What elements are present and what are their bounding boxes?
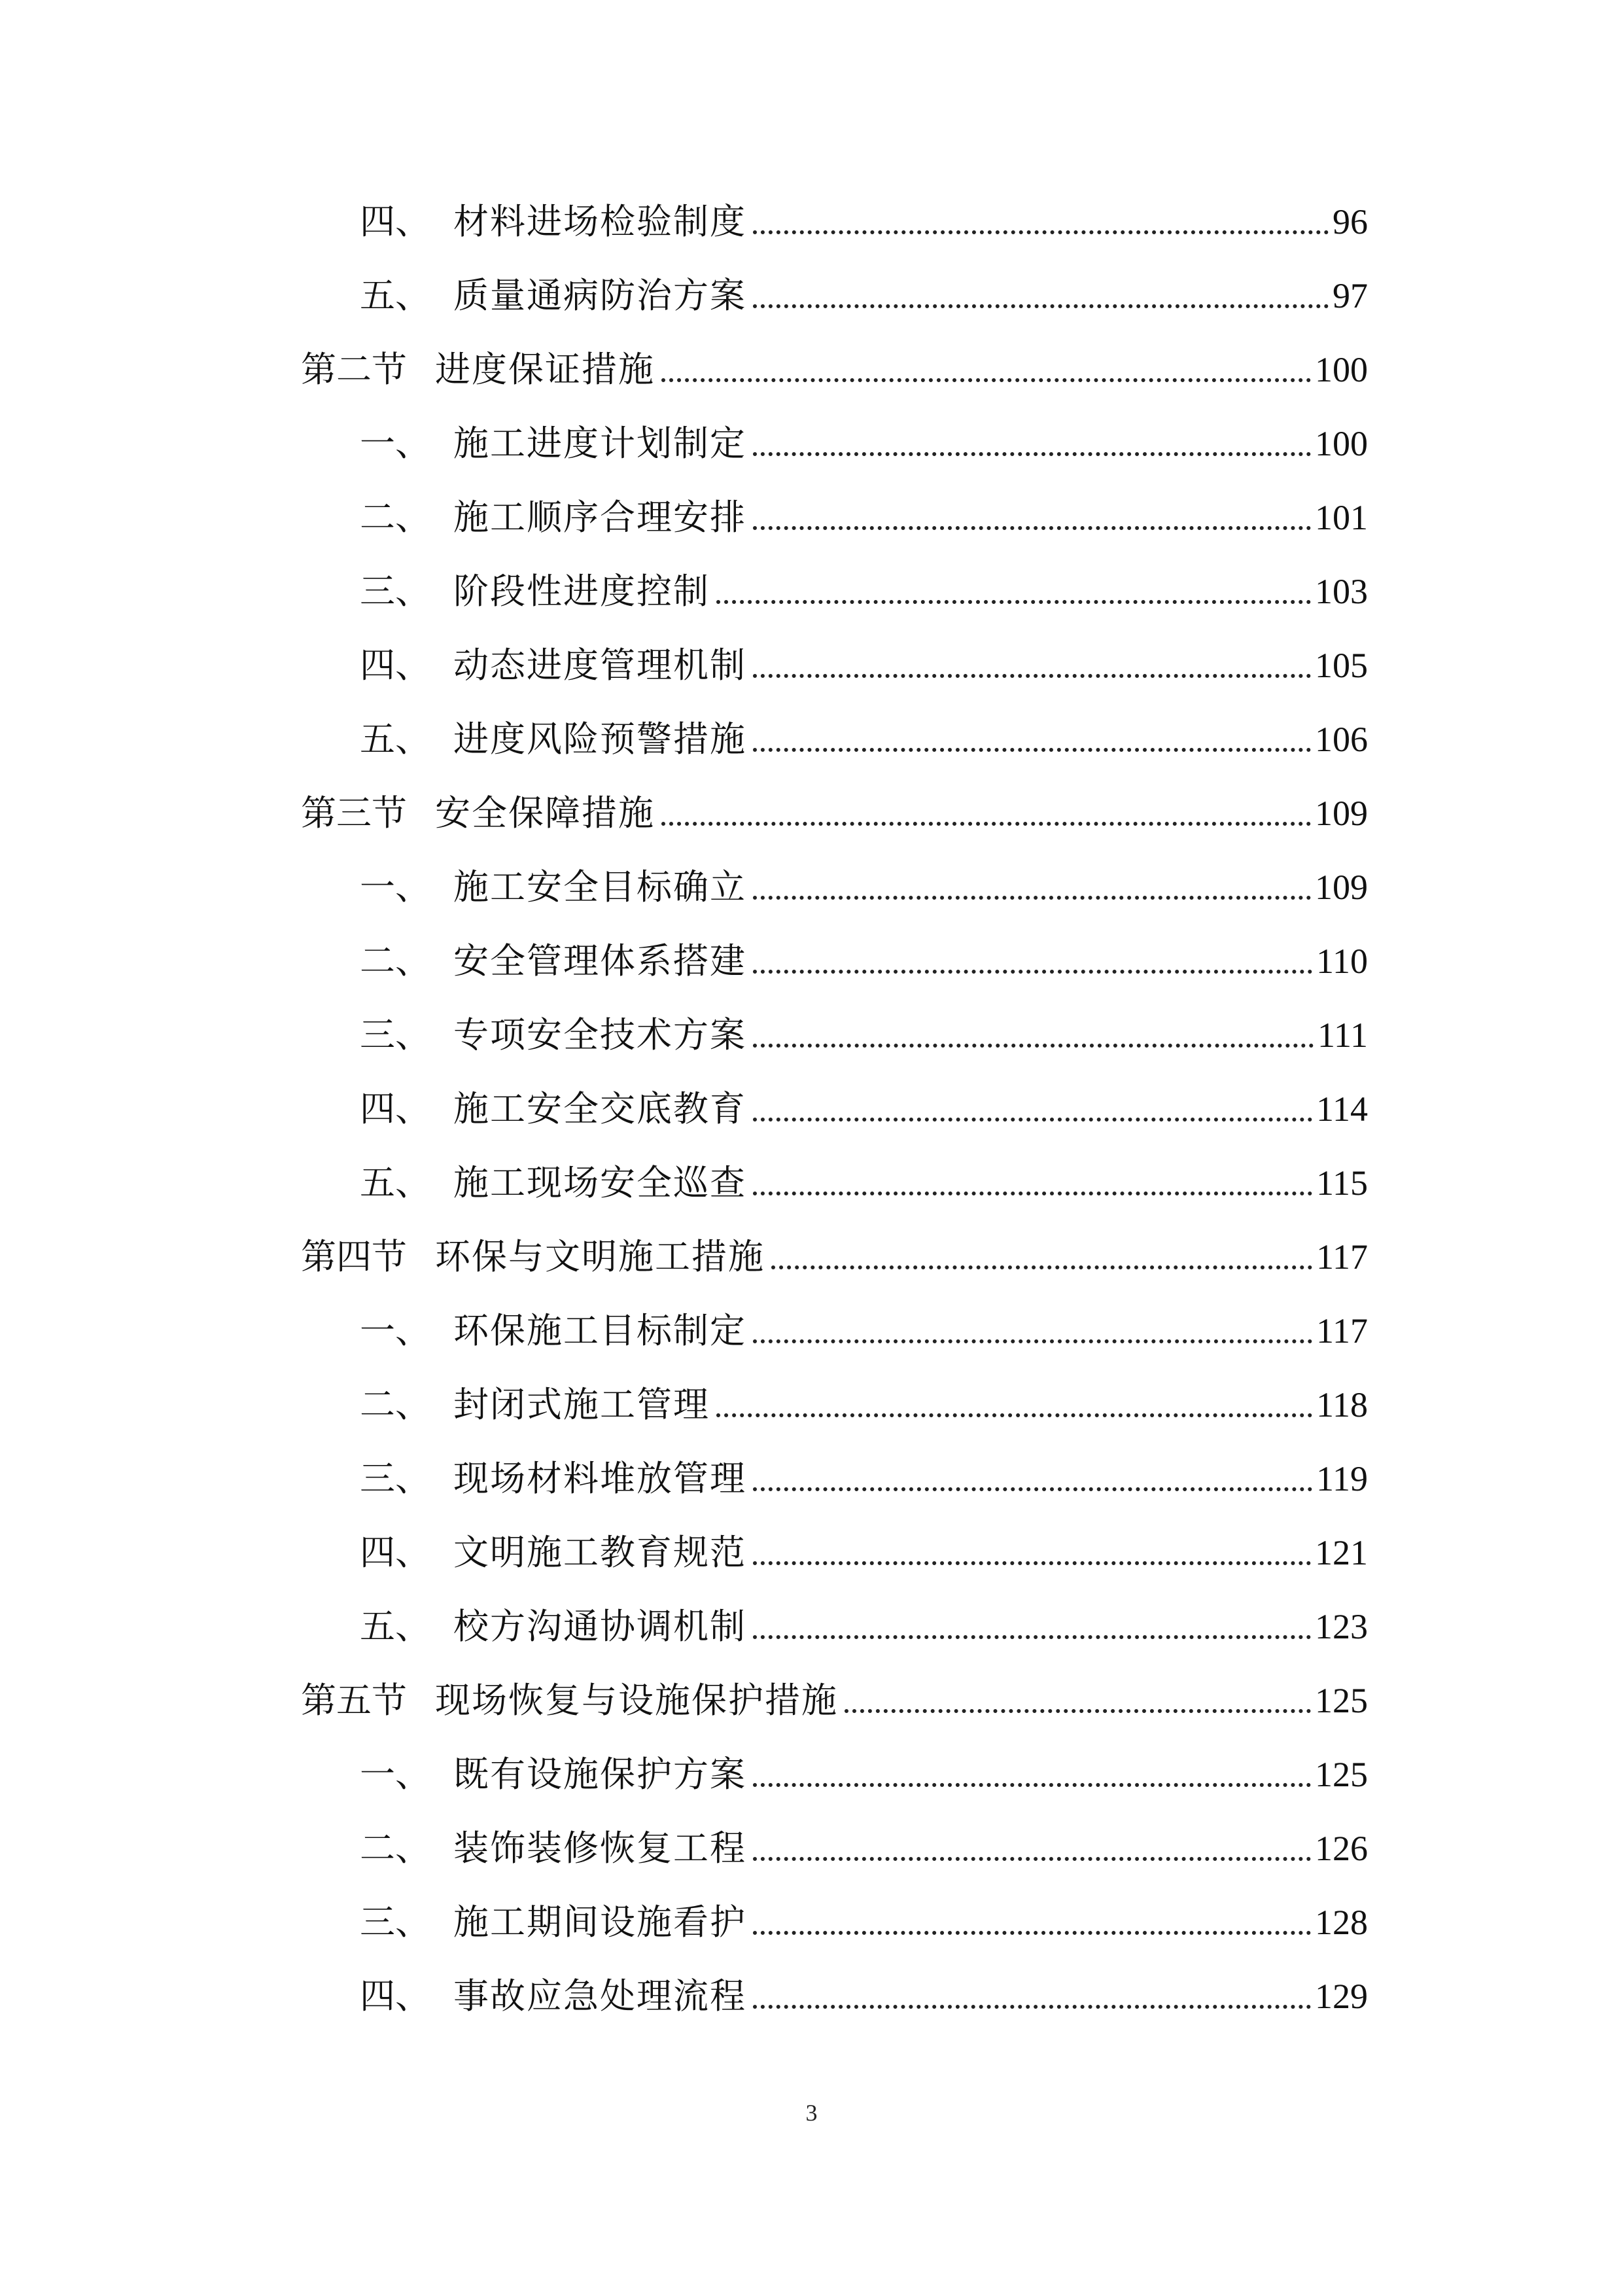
- toc-entry[interactable]: [360, 1884, 1368, 1943]
- toc-entry[interactable]: [360, 1070, 1368, 1129]
- toc-entry-page: 105: [1315, 646, 1368, 685]
- toc-section-entry[interactable]: [301, 331, 1368, 390]
- toc-entry-title: 环保与文明施工措施: [435, 1236, 765, 1277]
- toc-entry-number: 二、: [360, 1384, 430, 1425]
- toc-dot-leader: [753, 1635, 1311, 1639]
- toc-entry-number: 第五节: [301, 1680, 407, 1721]
- toc-entry-number: 五、: [360, 718, 430, 760]
- toc-entry[interactable]: [360, 1514, 1368, 1573]
- toc-entry[interactable]: [360, 257, 1368, 316]
- toc-entry-title: 施工安全目标确立: [453, 866, 746, 908]
- toc-entry-number: 四、: [360, 201, 430, 242]
- toc-entry-title: 现场恢复与设施保护措施: [435, 1680, 838, 1721]
- toc-entry-page: 119: [1316, 1459, 1368, 1498]
- toc-dot-leader: [753, 304, 1329, 308]
- toc-entry-number: 三、: [360, 1014, 430, 1055]
- toc-entry[interactable]: [360, 1810, 1368, 1869]
- toc-entry-title: 文明施工教育规范: [453, 1532, 746, 1573]
- toc-dot-leader: [753, 1783, 1311, 1787]
- toc-entry-title: 进度风险预警措施: [453, 718, 746, 760]
- toc-entry-page: 117: [1316, 1311, 1368, 1351]
- toc-entry-page: 109: [1315, 794, 1368, 833]
- toc-dot-leader: [753, 1118, 1312, 1122]
- toc-entry[interactable]: [360, 701, 1368, 760]
- toc-dot-leader: [753, 748, 1311, 752]
- toc-entry-number: 二、: [360, 940, 430, 981]
- toc-entry-number: 五、: [360, 1606, 430, 1647]
- toc-dot-leader: [753, 452, 1311, 456]
- toc-dot-leader: [716, 1413, 1312, 1417]
- toc-entry-number: 三、: [360, 571, 430, 612]
- toc-entry-title: 材料进场检验制度: [453, 201, 746, 242]
- toc-entry[interactable]: [360, 923, 1368, 981]
- toc-entry-title: 进度保证措施: [435, 349, 655, 390]
- toc-entry[interactable]: [360, 1440, 1368, 1499]
- toc-entry-page: 106: [1315, 720, 1368, 759]
- toc-entry[interactable]: [360, 997, 1368, 1055]
- toc-entry-number: 四、: [360, 1532, 430, 1573]
- toc-dot-leader: [753, 230, 1329, 234]
- toc-entry[interactable]: [360, 1144, 1368, 1203]
- toc-entry-title: 现场材料堆放管理: [453, 1458, 746, 1499]
- toc-entry-page: 110: [1316, 942, 1368, 981]
- page-number: 3: [805, 2100, 818, 2126]
- toc-dot-leader: [753, 896, 1311, 900]
- toc-entry-number: 三、: [360, 1901, 430, 1943]
- toc-entry-title: 封闭式施工管理: [453, 1384, 710, 1425]
- toc-entry-page: 97: [1333, 276, 1368, 315]
- toc-dot-leader: [716, 600, 1311, 604]
- toc-entry-title: 专项安全技术方案: [453, 1014, 746, 1055]
- toc-entry-title: 环保施工目标制定: [453, 1310, 746, 1351]
- toc-entry-page: 117: [1316, 1237, 1368, 1277]
- toc-dot-leader: [753, 1339, 1312, 1343]
- toc-dot-leader: [661, 822, 1311, 826]
- toc-entry-page: 115: [1316, 1163, 1368, 1203]
- toc-entry-title: 质量通病防治方案: [453, 275, 746, 316]
- toc-entry[interactable]: [360, 1736, 1368, 1795]
- toc-entry-number: 五、: [360, 1162, 430, 1203]
- toc-entry-page: 118: [1316, 1385, 1368, 1424]
- toc-entry-number: 第四节: [301, 1236, 407, 1277]
- toc-entry-title: 施工现场安全巡查: [453, 1162, 746, 1203]
- toc-dot-leader: [753, 1857, 1311, 1861]
- toc-entry-number: 二、: [360, 1828, 430, 1869]
- toc-entry-page: 103: [1315, 572, 1368, 611]
- toc-entry-number: 二、: [360, 497, 430, 538]
- toc-entry-title: 施工期间设施看护: [453, 1901, 746, 1943]
- toc-entry-title: 施工安全交底教育: [453, 1088, 746, 1129]
- toc-entry[interactable]: [360, 627, 1368, 686]
- toc-dot-leader: [753, 1044, 1314, 1048]
- toc-entry-title: 事故应急处理流程: [453, 1975, 746, 2017]
- toc-entry-page: 100: [1315, 424, 1368, 463]
- toc-dot-leader: [753, 1931, 1311, 1935]
- toc-entry-page: 100: [1315, 350, 1368, 389]
- toc-entry-number: 一、: [360, 1310, 430, 1351]
- toc-entry-page: 125: [1315, 1755, 1368, 1794]
- toc-entry-title: 安全管理体系搭建: [453, 940, 746, 981]
- toc-entry-page: 129: [1315, 1977, 1368, 2016]
- toc-entry[interactable]: [360, 1958, 1368, 2017]
- toc-entry[interactable]: [360, 405, 1368, 464]
- toc-entry-title: 动态进度管理机制: [453, 645, 746, 686]
- toc-entry-page: 123: [1315, 1607, 1368, 1646]
- toc-entry-page: 128: [1315, 1903, 1368, 1942]
- toc-entry[interactable]: [360, 479, 1368, 538]
- toc-dot-leader: [753, 2005, 1311, 2009]
- toc-entry-title: 既有设施保护方案: [453, 1754, 746, 1795]
- toc-entry-title: 安全保障措施: [435, 792, 655, 834]
- toc-entry-number: 三、: [360, 1458, 430, 1499]
- toc-entry-title: 施工顺序合理安排: [453, 497, 746, 538]
- toc-dot-leader: [753, 526, 1311, 530]
- toc-entry-page: 111: [1318, 1016, 1368, 1055]
- toc-section-entry[interactable]: [301, 775, 1368, 834]
- toc-entry-number: 四、: [360, 1088, 430, 1129]
- toc-entry-title: 校方沟通协调机制: [453, 1606, 746, 1647]
- toc-dot-leader: [753, 970, 1312, 974]
- toc-dot-leader: [845, 1709, 1311, 1713]
- toc-entry-page: 96: [1333, 202, 1368, 241]
- toc-entry-title: 阶段性进度控制: [453, 571, 710, 612]
- toc-entry-number: 一、: [360, 866, 430, 908]
- toc-entry-number: 一、: [360, 1754, 430, 1795]
- toc-section-entry[interactable]: [301, 1218, 1368, 1277]
- toc-section-entry[interactable]: [301, 1662, 1368, 1721]
- toc-entry[interactable]: [360, 1292, 1368, 1351]
- toc-entry-page: 126: [1315, 1829, 1368, 1868]
- toc-entry[interactable]: [360, 1366, 1368, 1425]
- toc-entry[interactable]: [360, 1588, 1368, 1647]
- toc-dot-leader: [771, 1265, 1312, 1269]
- toc-dot-leader: [753, 1487, 1312, 1491]
- toc-dot-leader: [753, 1192, 1312, 1195]
- toc-entry[interactable]: [360, 183, 1368, 242]
- toc-entry-page: 121: [1315, 1533, 1368, 1572]
- toc-dot-leader: [753, 1561, 1311, 1565]
- toc-entry-number: 四、: [360, 1975, 430, 2017]
- toc-entry-page: 109: [1315, 868, 1368, 907]
- toc-entry-number: 一、: [360, 423, 430, 464]
- toc-entry[interactable]: [360, 849, 1368, 908]
- toc-entry-title: 施工进度计划制定: [453, 423, 746, 464]
- toc-entry-page: 101: [1315, 498, 1368, 537]
- toc-entry-number: 五、: [360, 275, 430, 316]
- toc-dot-leader: [661, 378, 1311, 382]
- toc-entry-number: 第三节: [301, 792, 407, 834]
- toc-entry-number: 四、: [360, 645, 430, 686]
- toc-entry-page: 114: [1316, 1089, 1368, 1129]
- toc-dot-leader: [753, 674, 1311, 678]
- toc-entry-page: 125: [1315, 1681, 1368, 1720]
- toc-entry-title: 装饰装修恢复工程: [453, 1828, 746, 1869]
- toc-entry[interactable]: [360, 553, 1368, 612]
- toc-entry-number: 第二节: [301, 349, 407, 390]
